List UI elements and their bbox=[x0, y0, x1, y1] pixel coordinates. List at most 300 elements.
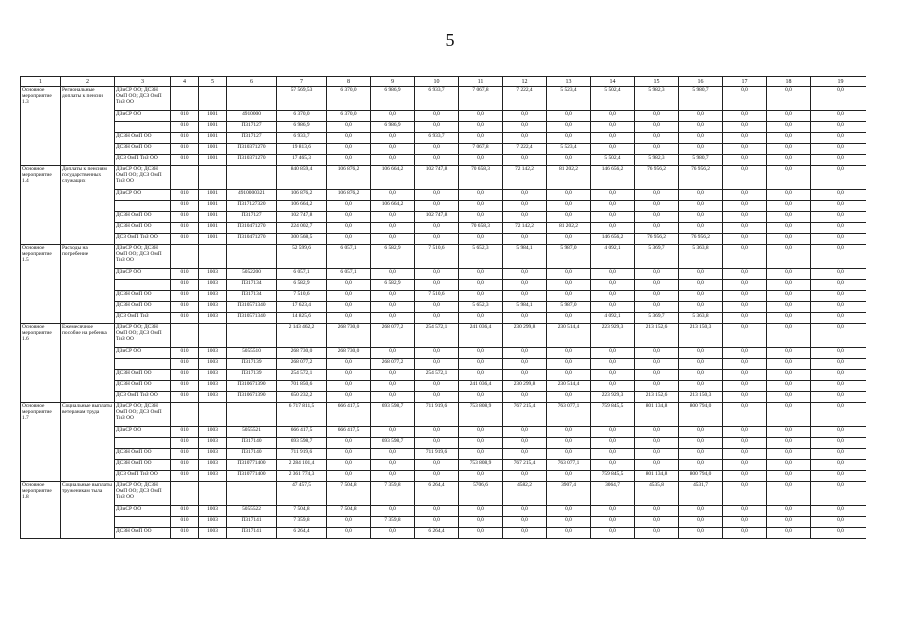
value-cell: 010 bbox=[171, 517, 199, 528]
budget-table-wrapper bbox=[20, 76, 866, 612]
value-cell: 5 982,3 bbox=[635, 87, 679, 111]
value-cell: 1003 bbox=[199, 291, 227, 302]
column-header: 5 bbox=[199, 77, 227, 87]
value-cell: 106 664,2 bbox=[371, 201, 415, 212]
table-row bbox=[21, 269, 867, 280]
value-cell: П317139 bbox=[227, 370, 277, 381]
activity-description-cell: Расходы на погребение bbox=[61, 245, 115, 324]
executor-cell: ДЗиСР ОО; ДСЗН ОмП ОО; ДСЗ ОмП ТиЗ ОО bbox=[115, 87, 171, 111]
value-cell: 0,0 bbox=[679, 528, 723, 539]
value-cell: 5 980,7 bbox=[679, 87, 723, 111]
value-cell bbox=[171, 482, 199, 506]
value-cell: 0,0 bbox=[371, 269, 415, 280]
value-cell: 010 bbox=[171, 438, 199, 449]
value-cell: 223 929,3 bbox=[591, 392, 635, 403]
value-cell: 0,0 bbox=[723, 528, 767, 539]
value-cell: 6 582,9 bbox=[371, 280, 415, 291]
value-cell: 0,0 bbox=[767, 155, 811, 166]
value-cell: 230 299,8 bbox=[503, 381, 547, 392]
value-cell: 0,0 bbox=[811, 359, 867, 370]
executor-cell: ДСЗН ОмП ОО bbox=[115, 291, 171, 302]
value-cell: 2 361 774,3 bbox=[277, 471, 327, 482]
value-cell: 0,0 bbox=[503, 155, 547, 166]
value-cell: 0,0 bbox=[679, 212, 723, 223]
value-cell: 693 598,7 bbox=[371, 403, 415, 427]
value-cell: 0,0 bbox=[415, 460, 459, 471]
value-cell: 0,0 bbox=[459, 517, 503, 528]
value-cell: 0,0 bbox=[459, 291, 503, 302]
value-cell: 0,0 bbox=[591, 449, 635, 460]
value-cell: 0,0 bbox=[635, 133, 679, 144]
value-cell: 7 359,8 bbox=[371, 517, 415, 528]
value-cell: 010 bbox=[171, 381, 199, 392]
value-cell: 0,0 bbox=[723, 460, 767, 471]
value-cell: 0,0 bbox=[811, 245, 867, 269]
value-cell: 0,0 bbox=[723, 223, 767, 234]
value-cell: 5 982,3 bbox=[635, 155, 679, 166]
table-row bbox=[21, 302, 867, 313]
value-cell: 0,0 bbox=[547, 111, 591, 122]
value-cell: 0,0 bbox=[327, 133, 371, 144]
value-cell: 76 956,2 bbox=[679, 166, 723, 190]
value-cell: 0,0 bbox=[503, 438, 547, 449]
value-cell bbox=[199, 87, 227, 111]
value-cell: 693 598,7 bbox=[371, 438, 415, 449]
value-cell bbox=[171, 245, 199, 269]
executor-cell bbox=[115, 517, 171, 528]
value-cell: 72 142,2 bbox=[503, 223, 547, 234]
value-cell: 759 845,5 bbox=[591, 403, 635, 427]
value-cell: 0,0 bbox=[503, 280, 547, 291]
value-cell: 0,0 bbox=[371, 460, 415, 471]
table-row bbox=[21, 111, 867, 122]
table-row bbox=[21, 234, 867, 245]
value-cell: 0,0 bbox=[635, 381, 679, 392]
value-cell: 0,0 bbox=[415, 438, 459, 449]
value-cell: 5 987,0 bbox=[547, 302, 591, 313]
value-cell: 5 980,7 bbox=[679, 155, 723, 166]
value-cell bbox=[199, 403, 227, 427]
value-cell: 6 370,0 bbox=[277, 111, 327, 122]
value-cell: 0,0 bbox=[723, 438, 767, 449]
value-cell: 010 bbox=[171, 348, 199, 359]
value-cell: 010 bbox=[171, 201, 199, 212]
value-cell: 0,0 bbox=[327, 144, 371, 155]
value-cell: 0,0 bbox=[459, 427, 503, 438]
table-row bbox=[21, 427, 867, 438]
value-cell: 0,0 bbox=[415, 201, 459, 212]
executor-cell: ДЗиСР ОО; ДСЗН ОмП ОО; ДСЗ ОмП ТиЗ ОО bbox=[115, 166, 171, 190]
value-cell: П317141 bbox=[227, 517, 277, 528]
value-cell: 81 202,2 bbox=[547, 166, 591, 190]
column-header: 13 bbox=[547, 77, 591, 87]
value-cell: 0,0 bbox=[811, 201, 867, 212]
table-row bbox=[21, 201, 867, 212]
activity-name-cell: Основное мероприятие 1.7 bbox=[21, 403, 61, 482]
value-cell bbox=[171, 403, 199, 427]
value-cell: 0,0 bbox=[327, 528, 371, 539]
value-cell: 268 730,0 bbox=[327, 348, 371, 359]
value-cell: 0,0 bbox=[415, 190, 459, 201]
value-cell: 0,0 bbox=[327, 381, 371, 392]
value-cell: 0,0 bbox=[811, 155, 867, 166]
value-cell: 241 036,4 bbox=[459, 324, 503, 348]
value-cell: 5 984,1 bbox=[503, 245, 547, 269]
value-cell: 7 359,8 bbox=[277, 517, 327, 528]
value-cell: 010 bbox=[171, 155, 199, 166]
value-cell: 0,0 bbox=[371, 506, 415, 517]
value-cell: 0,0 bbox=[327, 471, 371, 482]
value-cell: 0,0 bbox=[811, 87, 867, 111]
column-header: 3 bbox=[115, 77, 171, 87]
value-cell: 0,0 bbox=[635, 111, 679, 122]
value-cell: 76 956,2 bbox=[635, 234, 679, 245]
value-cell: 0,0 bbox=[547, 359, 591, 370]
executor-cell: ДЗиСР ОО bbox=[115, 190, 171, 201]
column-header: 12 bbox=[503, 77, 547, 87]
value-cell: 6 933,7 bbox=[415, 87, 459, 111]
value-cell: 5055510 bbox=[227, 348, 277, 359]
value-cell: 0,0 bbox=[415, 122, 459, 133]
value-cell: 0,0 bbox=[327, 370, 371, 381]
value-cell: 0,0 bbox=[327, 155, 371, 166]
value-cell: 0,0 bbox=[371, 302, 415, 313]
value-cell: 0,0 bbox=[723, 517, 767, 528]
value-cell: 0,0 bbox=[459, 471, 503, 482]
value-cell: 0,0 bbox=[767, 528, 811, 539]
value-cell: 1003 bbox=[199, 392, 227, 403]
executor-cell: ДСЗН ОмП ОО bbox=[115, 302, 171, 313]
value-cell: 1003 bbox=[199, 370, 227, 381]
value-cell: 0,0 bbox=[723, 133, 767, 144]
value-cell: 1003 bbox=[199, 449, 227, 460]
value-cell: 0,0 bbox=[415, 471, 459, 482]
value-cell: 5 502,4 bbox=[591, 87, 635, 111]
value-cell: 0,0 bbox=[723, 506, 767, 517]
value-cell: 0,0 bbox=[327, 359, 371, 370]
value-cell bbox=[227, 403, 277, 427]
value-cell: 0,0 bbox=[459, 392, 503, 403]
value-cell: 76 956,2 bbox=[679, 234, 723, 245]
executor-cell bbox=[115, 359, 171, 370]
value-cell: 0,0 bbox=[371, 223, 415, 234]
value-cell: 0,0 bbox=[811, 392, 867, 403]
value-cell: 254 572,1 bbox=[415, 370, 459, 381]
value-cell: 0,0 bbox=[767, 122, 811, 133]
value-cell: 0,0 bbox=[503, 122, 547, 133]
value-cell: 6 986,9 bbox=[371, 87, 415, 111]
value-cell: 1003 bbox=[199, 471, 227, 482]
value-cell: 0,0 bbox=[503, 471, 547, 482]
value-cell: 010 bbox=[171, 269, 199, 280]
value-cell: 7 504,8 bbox=[327, 482, 371, 506]
value-cell: 0,0 bbox=[679, 381, 723, 392]
table-row bbox=[21, 291, 867, 302]
value-cell: 0,0 bbox=[679, 302, 723, 313]
executor-cell: ДСЗН ОмП ОО bbox=[115, 223, 171, 234]
value-cell: 0,0 bbox=[371, 313, 415, 324]
value-cell: 3064,7 bbox=[591, 482, 635, 506]
value-cell: 0,0 bbox=[503, 427, 547, 438]
value-cell: 0,0 bbox=[811, 122, 867, 133]
value-cell: 5052200 bbox=[227, 269, 277, 280]
value-cell: 0,0 bbox=[723, 381, 767, 392]
value-cell: 0,0 bbox=[767, 482, 811, 506]
value-cell: 0,0 bbox=[591, 438, 635, 449]
value-cell: 0,0 bbox=[547, 449, 591, 460]
value-cell: П317127 bbox=[227, 122, 277, 133]
value-cell: 1003 bbox=[199, 359, 227, 370]
column-header: 14 bbox=[591, 77, 635, 87]
value-cell: 0,0 bbox=[635, 449, 679, 460]
value-cell: 268 077,2 bbox=[371, 359, 415, 370]
value-cell: 268 077,2 bbox=[371, 324, 415, 348]
table-row bbox=[21, 517, 867, 528]
value-cell: 0,0 bbox=[547, 133, 591, 144]
value-cell: 0,0 bbox=[327, 280, 371, 291]
value-cell: 0,0 bbox=[767, 223, 811, 234]
value-cell: 0,0 bbox=[547, 269, 591, 280]
value-cell: 0,0 bbox=[679, 438, 723, 449]
executor-cell: ДСЗН ОмП ОО bbox=[115, 370, 171, 381]
value-cell: 72 142,2 bbox=[503, 166, 547, 190]
value-cell: 0,0 bbox=[415, 348, 459, 359]
value-cell: 0,0 bbox=[767, 166, 811, 190]
value-cell: 0,0 bbox=[547, 280, 591, 291]
value-cell: 7 504,8 bbox=[327, 506, 371, 517]
value-cell: 0,0 bbox=[767, 438, 811, 449]
value-cell: 0,0 bbox=[679, 460, 723, 471]
executor-cell: ДЗиСР ОО; ДСЗН ОмП ОО; ДСЗ ОмП ТиЗ ОО bbox=[115, 245, 171, 269]
value-cell: 6 933,7 bbox=[415, 133, 459, 144]
table-row bbox=[21, 359, 867, 370]
executor-cell: ДСЗН ОмП ОО bbox=[115, 144, 171, 155]
value-cell: 6 986,9 bbox=[371, 122, 415, 133]
value-cell: 0,0 bbox=[723, 280, 767, 291]
value-cell: 0,0 bbox=[811, 348, 867, 359]
value-cell: 14 825,6 bbox=[277, 313, 327, 324]
value-cell: 767 215,4 bbox=[503, 460, 547, 471]
value-cell: 5 363,8 bbox=[679, 245, 723, 269]
executor-cell: ДСЗ ОмП ТиЗ ОО bbox=[115, 234, 171, 245]
value-cell: 268 077,2 bbox=[277, 359, 327, 370]
value-cell: 0,0 bbox=[459, 506, 503, 517]
value-cell: 102 747,8 bbox=[277, 212, 327, 223]
value-cell: 010 bbox=[171, 133, 199, 144]
executor-cell bbox=[115, 438, 171, 449]
value-cell: 0,0 bbox=[767, 144, 811, 155]
table-row bbox=[21, 190, 867, 201]
value-cell: 0,0 bbox=[767, 324, 811, 348]
value-cell: 0,0 bbox=[767, 427, 811, 438]
value-cell: 2 284 101,4 bbox=[277, 460, 327, 471]
value-cell bbox=[199, 166, 227, 190]
value-cell: 0,0 bbox=[503, 528, 547, 539]
value-cell: 6 370,0 bbox=[327, 87, 371, 111]
value-cell: 6 057,1 bbox=[277, 269, 327, 280]
value-cell: 0,0 bbox=[371, 111, 415, 122]
value-cell: 1003 bbox=[199, 460, 227, 471]
table-row bbox=[21, 122, 867, 133]
value-cell: 0,0 bbox=[635, 427, 679, 438]
value-cell: 801 134,8 bbox=[635, 471, 679, 482]
value-cell: 6 370,0 bbox=[327, 111, 371, 122]
value-cell: 759 845,5 bbox=[591, 471, 635, 482]
value-cell: 0,0 bbox=[723, 348, 767, 359]
value-cell: 19 813,6 bbox=[277, 144, 327, 155]
value-cell bbox=[171, 166, 199, 190]
value-cell: 0,0 bbox=[459, 201, 503, 212]
value-cell: 1003 bbox=[199, 302, 227, 313]
value-cell: П317127 bbox=[227, 212, 277, 223]
column-header: 7 bbox=[277, 77, 327, 87]
value-cell: 0,0 bbox=[635, 438, 679, 449]
column-header: 15 bbox=[635, 77, 679, 87]
value-cell: 213 150,3 bbox=[679, 392, 723, 403]
value-cell: 47 457,5 bbox=[277, 482, 327, 506]
value-cell: 0,0 bbox=[371, 370, 415, 381]
value-cell: 0,0 bbox=[503, 269, 547, 280]
value-cell: 6 933,7 bbox=[277, 133, 327, 144]
value-cell: 010 bbox=[171, 144, 199, 155]
value-cell: 0,0 bbox=[459, 212, 503, 223]
value-cell: 102 747,8 bbox=[415, 212, 459, 223]
value-cell: 650 232,2 bbox=[277, 392, 327, 403]
value-cell: 0,0 bbox=[503, 190, 547, 201]
value-cell: 0,0 bbox=[723, 324, 767, 348]
column-header: 19 bbox=[811, 77, 867, 87]
value-cell: 010 bbox=[171, 302, 199, 313]
value-cell: 1003 bbox=[199, 381, 227, 392]
value-cell: П317127 bbox=[227, 133, 277, 144]
value-cell: 0,0 bbox=[503, 370, 547, 381]
value-cell: 0,0 bbox=[635, 348, 679, 359]
value-cell: 010 bbox=[171, 449, 199, 460]
value-cell: 0,0 bbox=[635, 302, 679, 313]
value-cell: 010 bbox=[171, 111, 199, 122]
value-cell: 666 417,5 bbox=[327, 427, 371, 438]
value-cell bbox=[171, 87, 199, 111]
table-row bbox=[21, 506, 867, 517]
value-cell: 4910000 bbox=[227, 111, 277, 122]
value-cell: 0,0 bbox=[415, 155, 459, 166]
value-cell: 0,0 bbox=[591, 427, 635, 438]
value-cell: 010 bbox=[171, 392, 199, 403]
value-cell: 106 876,2 bbox=[327, 166, 371, 190]
value-cell: 753 808,9 bbox=[459, 460, 503, 471]
value-cell: 0,0 bbox=[723, 245, 767, 269]
value-cell: 0,0 bbox=[371, 381, 415, 392]
value-cell: 1001 bbox=[199, 155, 227, 166]
value-cell: 0,0 bbox=[767, 471, 811, 482]
value-cell: 0,0 bbox=[415, 302, 459, 313]
value-cell: 0,0 bbox=[547, 528, 591, 539]
value-cell: 213 152,6 bbox=[635, 392, 679, 403]
value-cell: 0,0 bbox=[591, 144, 635, 155]
table-row bbox=[21, 370, 867, 381]
value-cell: 0,0 bbox=[371, 291, 415, 302]
value-cell: 010 bbox=[171, 313, 199, 324]
value-cell: 1001 bbox=[199, 234, 227, 245]
column-header: 6 bbox=[227, 77, 277, 87]
value-cell: 0,0 bbox=[723, 403, 767, 427]
value-cell: 1003 bbox=[199, 438, 227, 449]
value-cell: 0,0 bbox=[547, 506, 591, 517]
value-cell: 0,0 bbox=[811, 269, 867, 280]
value-cell: 0,0 bbox=[415, 313, 459, 324]
executor-cell: ДСЗН ОмП ОО bbox=[115, 133, 171, 144]
value-cell: 1001 bbox=[199, 201, 227, 212]
value-cell: 0,0 bbox=[811, 324, 867, 348]
value-cell: 0,0 bbox=[723, 212, 767, 223]
value-cell: 0,0 bbox=[327, 392, 371, 403]
executor-cell: ДЗиСР ОО bbox=[115, 269, 171, 280]
value-cell: 0,0 bbox=[767, 506, 811, 517]
value-cell: 0,0 bbox=[811, 166, 867, 190]
value-cell: 0,0 bbox=[767, 302, 811, 313]
value-cell: 0,0 bbox=[591, 359, 635, 370]
value-cell: 5 502,4 bbox=[591, 155, 635, 166]
value-cell: 010 bbox=[171, 280, 199, 291]
executor-cell: ДСЗН ОмП ОО bbox=[115, 528, 171, 539]
table-row bbox=[21, 133, 867, 144]
value-cell: 1001 bbox=[199, 122, 227, 133]
value-cell: 213 152,6 bbox=[635, 324, 679, 348]
value-cell: 0,0 bbox=[635, 506, 679, 517]
value-cell: 0,0 bbox=[591, 506, 635, 517]
value-cell: 106 876,2 bbox=[277, 190, 327, 201]
value-cell: П317141 bbox=[227, 528, 277, 539]
value-cell: П310671390 bbox=[227, 381, 277, 392]
table-row bbox=[21, 313, 867, 324]
value-cell: 7 510,6 bbox=[415, 245, 459, 269]
value-cell: 0,0 bbox=[811, 291, 867, 302]
value-cell: 0,0 bbox=[679, 190, 723, 201]
value-cell: 0,0 bbox=[547, 201, 591, 212]
value-cell bbox=[227, 87, 277, 111]
column-header: 16 bbox=[679, 77, 723, 87]
value-cell: 0,0 bbox=[767, 460, 811, 471]
value-cell: 0,0 bbox=[459, 359, 503, 370]
value-cell bbox=[227, 324, 277, 348]
column-header: 1 bbox=[21, 77, 61, 87]
value-cell: 0,0 bbox=[767, 370, 811, 381]
value-cell: 0,0 bbox=[371, 392, 415, 403]
value-cell: 6 986,9 bbox=[277, 122, 327, 133]
value-cell: П317134 bbox=[227, 280, 277, 291]
value-cell: 0,0 bbox=[811, 460, 867, 471]
value-cell: 0,0 bbox=[547, 313, 591, 324]
value-cell: 1003 bbox=[199, 427, 227, 438]
value-cell: П310471270 bbox=[227, 223, 277, 234]
value-cell: 0,0 bbox=[547, 122, 591, 133]
value-cell: 0,0 bbox=[767, 201, 811, 212]
table-row bbox=[21, 438, 867, 449]
value-cell: 1001 bbox=[199, 212, 227, 223]
value-cell: 0,0 bbox=[327, 438, 371, 449]
value-cell: 0,0 bbox=[503, 348, 547, 359]
executor-cell: ДЗиСР ОО bbox=[115, 348, 171, 359]
value-cell: 0,0 bbox=[415, 234, 459, 245]
value-cell: 0,0 bbox=[811, 449, 867, 460]
executor-cell: ДСЗН ОмП ОО bbox=[115, 460, 171, 471]
value-cell: 3907,4 bbox=[547, 482, 591, 506]
value-cell: 0,0 bbox=[591, 460, 635, 471]
value-cell: 7 510,6 bbox=[277, 291, 327, 302]
value-cell: 2 143 462,2 bbox=[277, 324, 327, 348]
value-cell: 0,0 bbox=[327, 122, 371, 133]
executor-cell bbox=[115, 201, 171, 212]
